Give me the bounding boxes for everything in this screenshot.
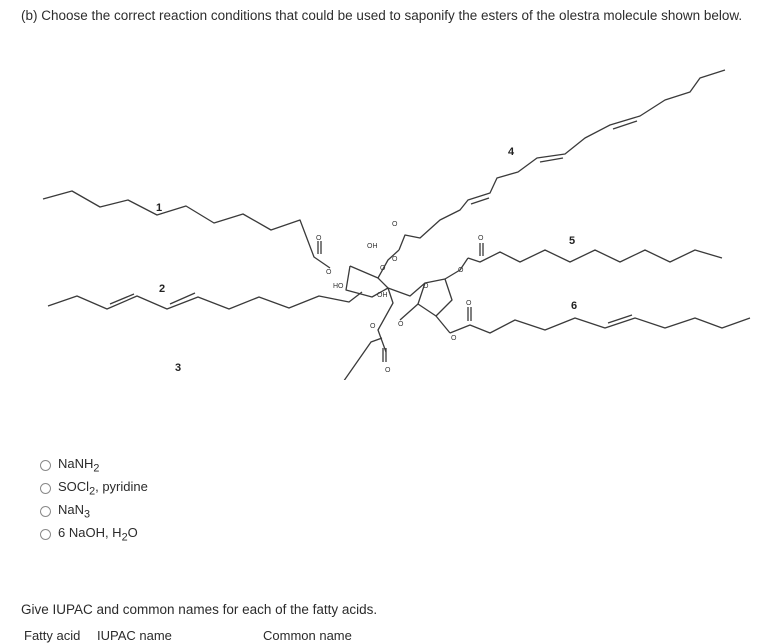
radio-button[interactable]	[40, 483, 51, 494]
chain-label-3: 3	[175, 362, 182, 374]
fatty-chain-5	[468, 250, 722, 262]
oh-label-center: OH	[377, 292, 388, 299]
o-label: O	[316, 235, 322, 242]
fatty-chain-1	[43, 191, 330, 268]
question-text: (b) Choose the correct reaction conditions that could be used to saponify the esters of the olestra molecule shown below.	[21, 8, 743, 23]
option-label: NaNH$_2$	[58, 456, 100, 475]
chain-label-6: 6	[571, 300, 578, 312]
radio-button[interactable]	[40, 529, 51, 540]
option-label: 6 NaOH, $H_2O$	[58, 525, 138, 544]
option-label: SOCl$_2$, pyridine	[58, 479, 148, 498]
option-nan3[interactable]	[40, 500, 148, 523]
olestra-structure	[0, 40, 777, 380]
option-socl2-pyridine[interactable]	[40, 477, 148, 500]
radio-button[interactable]	[40, 506, 51, 517]
o-label: O	[392, 256, 398, 263]
fatty-chain-2	[48, 292, 362, 309]
o-label: O	[326, 269, 332, 276]
o-label: O	[398, 321, 404, 328]
instructions-text: Give IUPAC and common names for each of the fatty acids.	[21, 602, 378, 617]
o-label: O	[458, 267, 464, 274]
o-label: O	[380, 265, 386, 272]
option-naoh-water[interactable]	[40, 523, 148, 546]
fatty-chain-4	[399, 70, 725, 250]
chain-label-2: 2	[159, 283, 166, 295]
header-common-name: Common name	[263, 628, 352, 643]
fatty-chain-3	[75, 338, 382, 380]
o-label: O	[385, 367, 391, 374]
header-iupac-name: IUPAC name	[97, 628, 172, 643]
chain-label-4: 4	[508, 146, 515, 158]
ho-label: HO	[333, 283, 344, 290]
o-label: O	[478, 235, 484, 242]
chain-label-1: 1	[156, 202, 163, 214]
option-nanh2[interactable]	[40, 454, 148, 477]
option-label: NaN$_3$	[58, 502, 91, 521]
o-label: O	[392, 221, 398, 228]
o-label: O	[423, 283, 429, 290]
o-label: O	[466, 300, 472, 307]
chain-label-5: 5	[569, 235, 576, 247]
radio-button[interactable]	[40, 460, 51, 471]
o-label: O	[370, 323, 376, 330]
o-label: O	[451, 335, 457, 342]
fatty-chain-6	[450, 318, 750, 333]
oh-label-top: OH	[367, 243, 378, 250]
header-fatty-acid: Fatty acid	[24, 628, 81, 643]
reaction-options	[40, 454, 148, 546]
